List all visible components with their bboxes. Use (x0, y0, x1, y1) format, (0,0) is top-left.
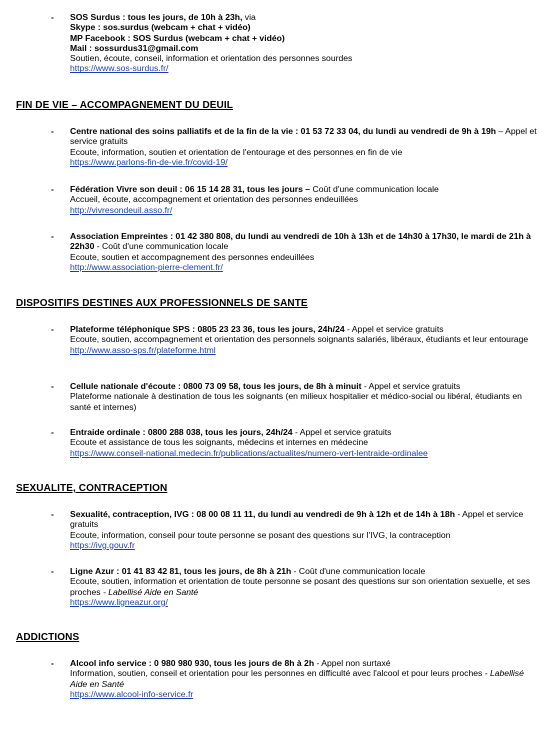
entry-description: Plateforme nationale à destination de tous les soignants (en milieux hospitalier et médico-social ou libéral, étudiants en santé et internes) (70, 391, 522, 412)
bullet-dash: - (51, 12, 54, 22)
entry-title-tail: - Appel et service gratuits (70, 509, 524, 530)
entry-cellule-ecoute (51, 381, 538, 412)
section-title-addictions: ADDICTIONS (16, 632, 80, 643)
entry-soins-palliatifs (51, 126, 538, 167)
entry-title: Ligne Azur : 01 41 83 42 81, tous les jours, de 8h à 21h (70, 566, 292, 576)
entry-title-tail: - Appel et service gratuits (361, 381, 461, 391)
entry-description: Ecoute, information, conseil pour toute personne se posant des questions sur l'IVG, la contraception (70, 529, 451, 540)
entry-title-tail: - Appel et service gratuits (292, 427, 392, 437)
bullet-dash: - (51, 231, 54, 241)
entry-association-empreintes (51, 231, 538, 272)
entry-title-tail: – Appel et service gratuits (70, 126, 537, 147)
entry-title: Alcool info service : 0 980 980 930, tous les jours de 8h à 2h (70, 658, 315, 668)
entry-title: Cellule nationale d'écoute : 0800 73 09 58, tous les jours, de 8h à minuit (70, 381, 362, 391)
bullet-dash: - (51, 126, 54, 136)
entry-link[interactable]: https://www.sos-surdus.fr/ (70, 63, 169, 74)
bullet-dash: - (51, 184, 54, 194)
entry-description: Ecoute, soutien, information et orientation de toute personne se posant des questions sur son orientation sexuelle, et ses proches (70, 576, 531, 597)
section-title-sexualite: SEXUALITE, CONTRACEPTION (16, 483, 168, 494)
entry-ligne-azur (51, 566, 538, 607)
entry-sos-surdus (51, 12, 538, 74)
bullet-dash: - (51, 427, 54, 437)
entry-description: Ecoute, soutien et accompagnement des personnes endeuillées (70, 251, 315, 262)
entry-title: Sexualité, contraception, IVG : 08 00 08 11 11, du lundi au vendredi de 9h à 12h et de 14h à 18h (70, 509, 455, 519)
label-aide-en-sante: - Labellisé Aide en Santé (70, 668, 524, 689)
bullet-dash: - (51, 381, 54, 391)
entry-description: Information, soutien, conseil et orientation pour les personnes en difficulté avec l'alcool et pour leurs proches (70, 668, 483, 679)
entry-title-tail: via (242, 12, 256, 22)
entry-title-tail: - Appel non surtaxé (314, 658, 391, 668)
bullet-dash: - (51, 566, 54, 576)
entry-description: Ecoute, information, soutien et orientation de l'entourage et des personnes en fin de vie (70, 146, 403, 157)
section-title-fin-de-vie: FIN DE VIE – ACCOMPAGNEMENT DU DEUIL (16, 100, 233, 111)
entry-link[interactable]: https://www.parlons-fin-de-vie.fr/covid-19/ (70, 156, 228, 167)
section-title-professionnels: DISPOSITIFS DESTINES AUX PROFESSIONNELS DE SANTE (16, 298, 308, 309)
entry-description: Soutien, écoute, conseil, information et orientation des personnes sourdes (70, 53, 353, 64)
entry-ivg (51, 509, 538, 550)
entry-title-tail: - Coût d'une communication locale (94, 241, 229, 252)
label-aide-en-sante: - Labellisé Aide en Santé (100, 586, 199, 597)
entry-title-tail: - Coût d'une communication locale (291, 566, 426, 576)
entry-link[interactable]: https://ivg.gouv.fr (70, 539, 135, 550)
entry-link[interactable]: https://www.conseil-national.medecin.fr/publications/actualites/numero-vert-lentraide-ordinalee (70, 447, 428, 458)
entry-title: Plateforme téléphonique SPS : 0805 23 23 36, tous les jours, 24h/24 (70, 324, 345, 334)
entry-title: Centre national des soins palliatifs et de la fin de la vie : 01 53 72 33 04, du lundi au vendredi de 9h à 19h (70, 126, 497, 136)
entry-link[interactable]: http://vivresondeuil.asso.fr/ (70, 204, 173, 215)
entry-description: Ecoute et assistance de tous les soignants, médecins et internes en médecine (70, 437, 369, 448)
bullet-dash: - (51, 509, 54, 519)
entry-plateforme-sps (51, 324, 538, 355)
entry-title: Association Empreintes : 01 42 380 808, du lundi au vendredi de 10h à 13h et de 14h30 à 17h30, le mardi de 21h à 22h30 (70, 231, 531, 252)
entry-description: Accueil, écoute, accompagnement et orientation des personnes endeuillées (70, 194, 359, 205)
entry-facebook: MP Facebook : SOS Surdus (webcam + chat + vidéo) (70, 32, 285, 43)
entry-title: Entraide ordinale : 0800 288 038, tous les jours, 24h/24 (70, 427, 293, 437)
entry-title-tail: Coût d'une communication locale (310, 184, 439, 194)
entry-mail: Mail : sossurdus31@gmail.com (70, 42, 199, 53)
entry-link[interactable]: https://www.ligneazur.org/ (70, 596, 168, 607)
entry-title: Fédération Vivre son deuil : 06 15 14 28 31, tous les jours – (70, 184, 311, 194)
bullet-dash: - (51, 324, 54, 334)
entry-vivre-son-deuil (51, 184, 538, 215)
entry-link[interactable]: https://www.alcool-info-service.fr (70, 688, 194, 699)
entry-link[interactable]: http://www.asso-sps.fr/plateforme.html (70, 344, 216, 355)
entry-alcool-info-service (51, 658, 538, 699)
entry-skype: Skype : sos.surdus (webcam + chat + vidéo) (70, 22, 251, 33)
entry-link[interactable]: http://www.association-pierre-clement.fr/ (70, 261, 223, 272)
entry-description: Ecoute, soutien, accompagnement et orientation des personnels soignants salariés, libéraux, étudiants et leur entourage (70, 334, 529, 345)
bullet-dash: - (51, 658, 54, 668)
entry-title: SOS Surdus : tous les jours, de 10h à 23h, (70, 12, 243, 22)
entry-title-tail: - Appel et service gratuits (344, 324, 444, 334)
entry-entraide-ordinale (51, 427, 538, 458)
